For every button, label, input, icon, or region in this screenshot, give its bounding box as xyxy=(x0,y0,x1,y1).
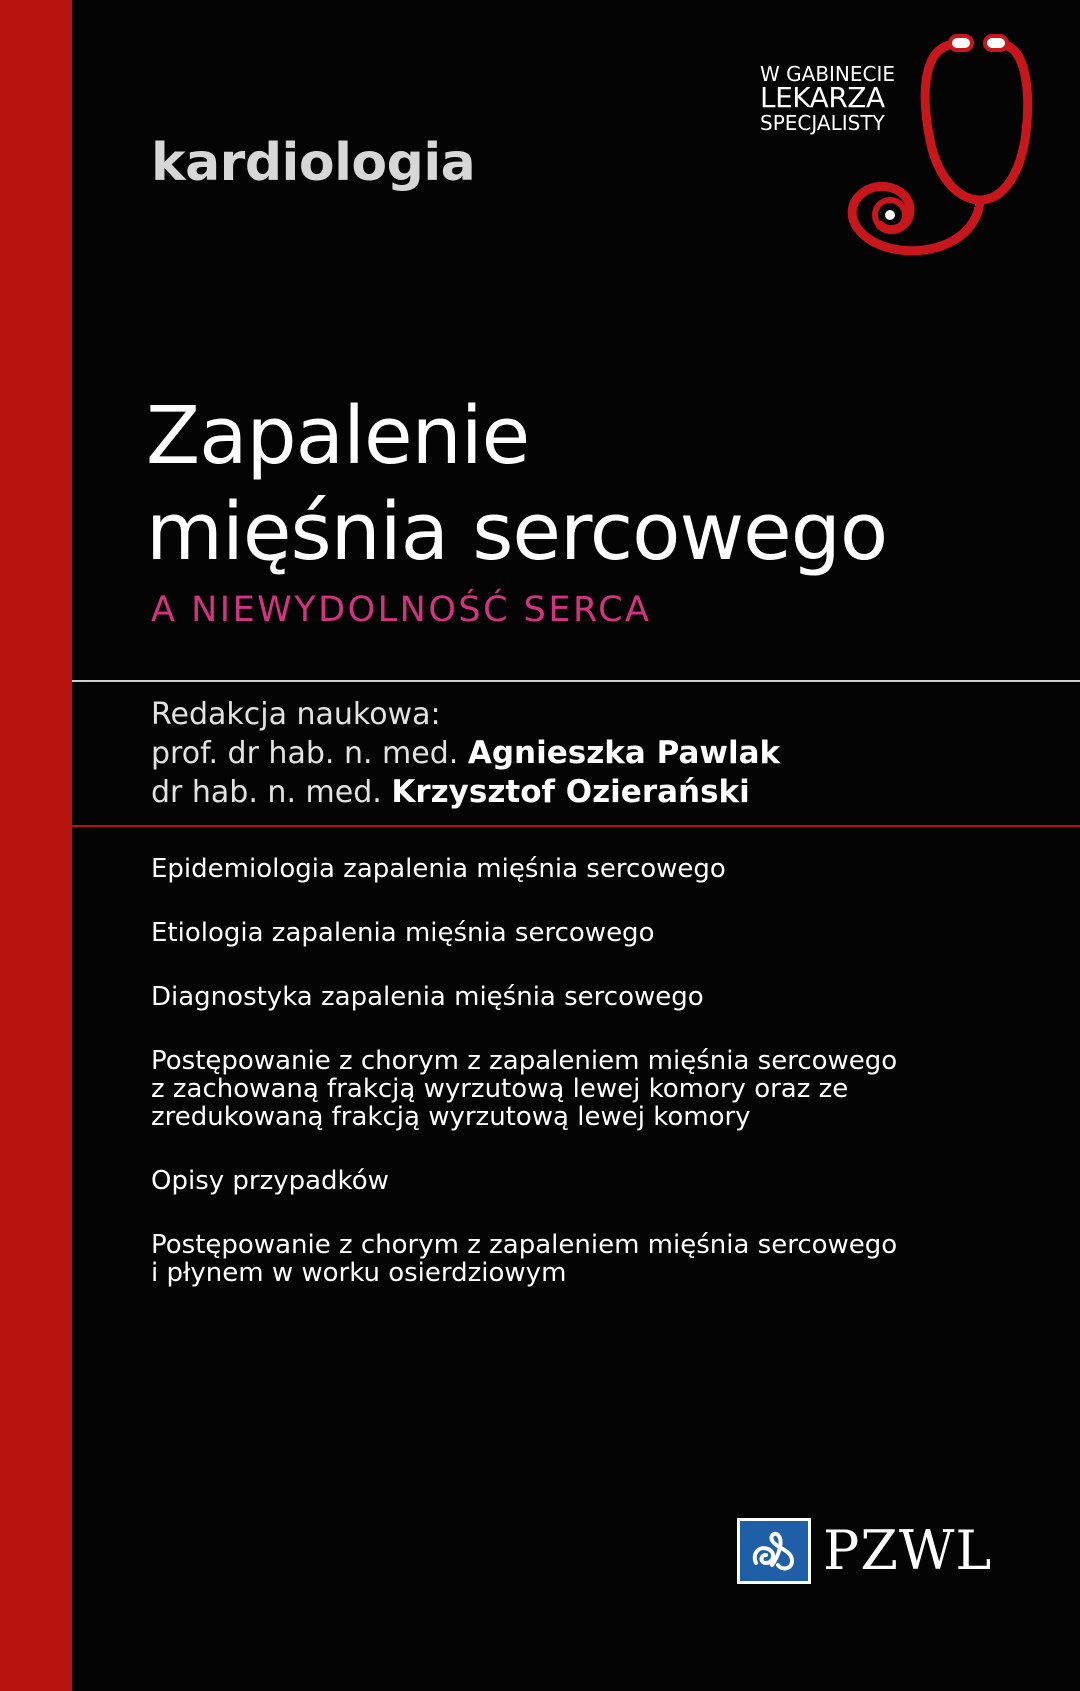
contents-item-line: Epidemiologia zapalenia mięśnia sercowego xyxy=(151,854,726,884)
title-line-1: Zapalenie xyxy=(146,390,530,482)
book-title xyxy=(146,388,887,580)
editor-1-prefix: prof. dr hab. n. med. xyxy=(151,736,459,771)
contents-item xyxy=(151,919,1051,947)
series-line-2: LEKARZA xyxy=(760,81,885,115)
series-line-1: W GABINECIE xyxy=(760,62,896,86)
contents-item-line: zredukowaną frakcją wyrzutową lewej komory xyxy=(151,1102,751,1132)
editors-block xyxy=(151,696,780,812)
contents-item xyxy=(151,1047,1051,1131)
publisher-name: PZWL xyxy=(823,1519,993,1582)
editors-label: Redakcja naukowa: xyxy=(151,697,441,732)
contents-item-line: i płynem w worku osierdziowym xyxy=(151,1258,567,1288)
contents-item-line: Postępowanie z chorym z zapaleniem mięśnia sercowego xyxy=(151,1230,898,1260)
divider-bottom xyxy=(72,825,1080,827)
contents-item-line: Postępowanie z chorym z zapaleniem mięśnia sercowego xyxy=(151,1046,898,1076)
publisher-mark-icon xyxy=(737,1518,811,1584)
editor-2-prefix: dr hab. n. med. xyxy=(151,775,382,810)
editor-1 xyxy=(151,734,780,773)
editor-1-name: Agnieszka Pawlak xyxy=(467,735,781,771)
series-title xyxy=(760,64,895,133)
contents-item-line: z zachowaną frakcją wyrzutową lewej komory oraz ze xyxy=(151,1074,849,1104)
book-subtitle: A NIEWYDOLNOŚĆ SERCA xyxy=(151,590,652,630)
contents-item-line: Diagnostyka zapalenia mięśnia sercowego xyxy=(151,982,704,1012)
contents-item xyxy=(151,1167,1051,1195)
publisher-logo xyxy=(737,1518,992,1584)
editor-2-name: Krzysztof Ozierański xyxy=(391,774,750,810)
contents-item xyxy=(151,1231,1051,1287)
editor-2 xyxy=(151,773,780,812)
contents-item xyxy=(151,983,1051,1011)
contents-item xyxy=(151,855,1051,883)
contents-list xyxy=(151,855,1051,1323)
series-line-3: SPECJALISTY xyxy=(760,110,885,135)
title-line-2: mięśnia sercowego xyxy=(146,486,888,578)
divider-top xyxy=(72,680,1080,682)
contents-item-line: Etiologia zapalenia mięśnia sercowego xyxy=(151,918,655,948)
red-spine-band xyxy=(0,0,72,1691)
contents-item-line: Opisy przypadków xyxy=(151,1166,389,1196)
category-label: kardiologia xyxy=(151,133,476,193)
